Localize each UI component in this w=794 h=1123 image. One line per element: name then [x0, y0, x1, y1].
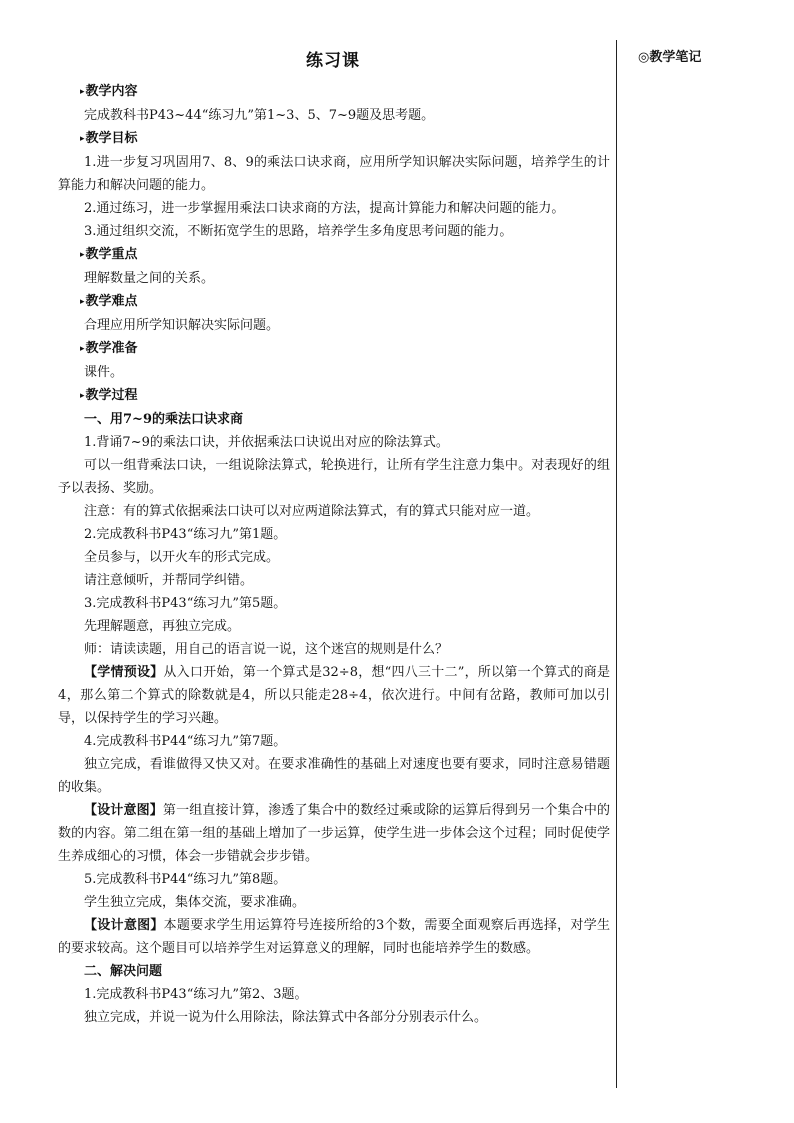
paragraph: 先理解题意，再独立完成。	[84, 619, 241, 634]
annotation-tag: 【学情预设】	[84, 665, 164, 680]
paragraph: 学生独立完成，集体交流，要求准确。	[84, 895, 306, 910]
annotation-text: 从入口开始，第一个算式是32÷8，想“四八三十二”，所以第一个算式的商是4，那么第二个算式的除数就是4，所以只能走28÷4，依次进行。中间有岔路，教师可加以引导，以保持学生的学习兴趣。	[58, 665, 610, 726]
section-heading-content: ▸ 教学内容	[58, 80, 610, 104]
annotation-text: 本题要求学生用运算符号连接所给的3个数，需要全面观察后再选择，对学生的要求较高。这个题目可以培养学生对运算意义的理解，同时也能培养学生的数感。	[58, 918, 610, 956]
column-divider	[616, 40, 617, 1088]
section-heading-prep: ▸ 教学准备	[58, 337, 610, 361]
page-title: 练习课	[306, 51, 360, 71]
annotated-paragraph	[58, 799, 610, 868]
paragraph: 5.完成教科书P44“练习九”第8题。	[84, 872, 287, 887]
paragraph: 注意：有的算式依据乘法口诀可以对应两道除法算式，有的算式只能对应一道。	[84, 504, 540, 519]
key-text: 理解数量之间的关系。	[84, 271, 215, 286]
annotation-text: 第一组直接计算，渗透了集合中的数经过乘或除的运算后得到另一个集合中的数的内容。第二组在第一组的基础上增加了一步运算，使学生进一步体会这个过程；同时促使学生养成细心的习惯，体会一步错就会步步错。	[58, 803, 610, 864]
paragraph: 独立完成，看谁做得又快又对。在要求准确性的基础上对速度也要有要求，同时注意易错题的收集。	[58, 757, 610, 795]
paragraph: 2.完成教科书P43“练习九”第1题。	[84, 527, 287, 542]
section-heading-process: ▸ 教学过程	[58, 384, 610, 408]
lesson-content	[58, 80, 610, 1029]
content-text: 完成教科书P43~44“练习九”第1~3、5、7~9题及思考题。	[84, 108, 435, 123]
part2-title: 二、解决问题	[84, 964, 163, 979]
section-heading-key: ▸ 教学重点	[58, 243, 610, 267]
annotated-paragraph	[58, 914, 610, 960]
annotation-tag: 【设计意图】	[84, 918, 164, 933]
paragraph: 1.背诵7~9的乘法口诀，并依据乘法口诀说出对应的除法算式。	[84, 435, 449, 450]
annotated-paragraph	[58, 661, 610, 730]
paragraph: 请注意倾听，并帮同学纠错。	[84, 573, 254, 588]
goal-item-1: 1.进一步复习巩固用7、8、9的乘法口诀求商，应用所学知识解决实际问题，培养学生的计算能力和解决问题的能力。	[58, 155, 610, 193]
section-heading-difficulty: ▸ 教学难点	[58, 290, 610, 314]
paragraph: 师：请读读题，用自己的语言说一说，这个迷宫的规则是什么？	[84, 642, 449, 657]
paragraph: 4.完成教科书P44“练习九”第7题。	[84, 734, 287, 749]
paragraph: 可以一组背乘法口诀，一组说除法算式，轮换进行，让所有学生注意力集中。对表现好的组予以表扬、奖励。	[58, 458, 610, 496]
paragraph: 3.完成教科书P43“练习九”第5题。	[84, 596, 287, 611]
teaching-notes-label: ◎教学笔记	[638, 50, 702, 65]
part1-title: 一、用7~9的乘法口诀求商	[84, 412, 243, 427]
goal-item-3: 3.通过组织交流，不断拓宽学生的思路，培养学生多角度思考问题的能力。	[84, 224, 513, 239]
paragraph: 1.完成教科书P43“练习九”第2、3题。	[84, 987, 308, 1002]
difficulty-text: 合理应用所学知识解决实际问题。	[84, 318, 280, 333]
section-heading-goals: ▸ 教学目标	[58, 127, 610, 151]
goal-item-2: 2.通过练习，进一步掌握用乘法口诀求商的方法，提高计算能力和解决问题的能力。	[84, 201, 565, 216]
annotation-tag: 【设计意图】	[84, 803, 163, 818]
paragraph: 独立完成，并说一说为什么用除法，除法算式中各部分分别表示什么。	[84, 1010, 488, 1025]
prep-text: 课件。	[84, 365, 124, 380]
paragraph: 全员参与，以开火车的形式完成。	[84, 550, 280, 565]
